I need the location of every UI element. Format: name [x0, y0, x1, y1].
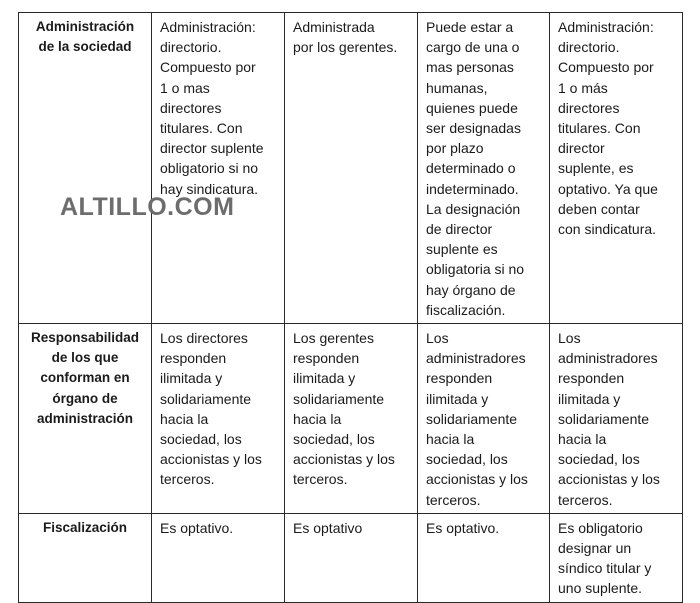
row-fiscalizacion	[19, 513, 683, 602]
cell-fiscalizacion-col3: Es optativo.	[418, 513, 550, 602]
cell-administracion-col1: Administración: directorio. Compuesto por 1 o mas directores titulares. Con director suplente obligatorio si no hay sindicatura.	[152, 13, 285, 324]
cell-fiscalizacion-col4: Es obligatorio designar un síndico titular y uno suplente.	[550, 513, 683, 602]
cell-responsabilidad-col3: Los administradores responden ilimitada y solidariamente hacia la sociedad, los accionistas y los terceros.	[418, 324, 550, 514]
cell-responsabilidad-col4: Los administradores responden ilimitada y solidariamente hacia la sociedad, los accionistas y los terceros.	[550, 324, 683, 514]
row-header-responsabilidad: Responsabilidad de los que conforman en órgano de administración	[19, 324, 152, 514]
row-responsabilidad	[19, 324, 683, 514]
cell-fiscalizacion-col1: Es optativo.	[152, 513, 285, 602]
row-header-administracion: Administración de la sociedad	[19, 13, 152, 324]
row-header-fiscalizacion: Fiscalización	[19, 513, 152, 602]
cell-responsabilidad-col2: Los gerentes responden ilimitada y solidariamente hacia la sociedad, los accionistas y los terceros.	[285, 324, 418, 514]
watermark: ALTILLO.COM	[60, 193, 235, 221]
cell-administracion-col2: Administrada por los gerentes.	[285, 13, 418, 324]
cell-administracion-col3: Puede estar a cargo de una o mas personas humanas, quienes puede ser designadas por plazo determinado o indeterminado. La designación de director suplente es obligatoria si no hay órgano de fiscalización.	[418, 13, 550, 324]
cell-administracion-col4: Administración: directorio. Compuesto por 1 o más directores titulares. Con director suplente, es optativo. Ya que deben contar con sindicatura.	[550, 13, 683, 324]
cell-responsabilidad-col1: Los directores responden ilimitada y solidariamente hacia la sociedad, los accionistas y los terceros.	[152, 324, 285, 514]
comparison-table	[18, 12, 683, 603]
row-administracion	[19, 13, 683, 324]
cell-fiscalizacion-col2: Es optativo	[285, 513, 418, 602]
